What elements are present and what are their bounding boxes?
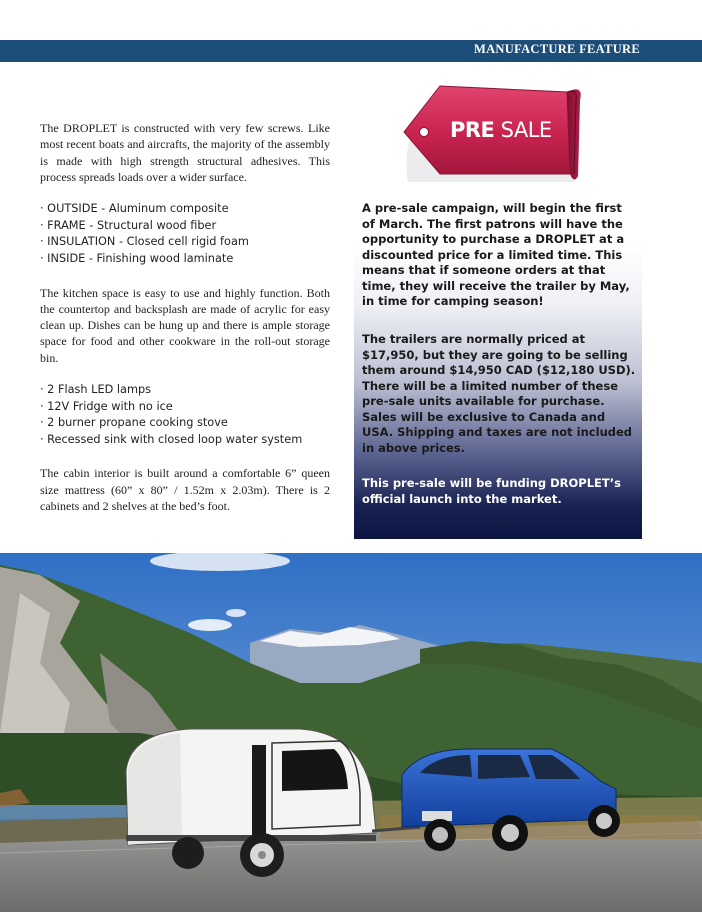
list-item: · Recessed sink with closed loop water system (40, 432, 303, 446)
presale-paragraph-2: The trailers are normally priced at $17,950, but they are going to be selling them around $14,950 CAD ($12,180 USD). There will be a limited number of these pre-sale units available for purchase. Sales will be exclusive to Canada and USA. Shipping and taxes are not included in above prices. (362, 332, 636, 455)
list-item: · 12V Fridge with no ice (40, 399, 173, 413)
list-item: · INSULATION - Closed cell rigid foam (40, 235, 249, 249)
kitchen-paragraph: The kitchen space is easy to use and highly function. Both the countertop and backsplash are made of acrylic for easy clean up. Dishes can be hung up and there is ample storage space for food and other cookware in the roll-out storage bin. (40, 285, 330, 365)
presale-tag-text (450, 118, 552, 142)
presale-paragraph-1: A pre-sale campaign, will begin the first of March. The first patrons will have the opportunity to purchase a DROPLET at a discounted price for a limited time. This means that if someone orders at that time, they will receive the trailer by May, in time for camping season! (362, 201, 630, 308)
section-title: MANUFACTURE FEATURE (474, 42, 640, 56)
presale-word-pre: PRE (450, 118, 495, 142)
list-item: · 2 Flash LED lamps (40, 383, 151, 397)
list-item: · FRAME - Structural wood fiber (40, 218, 217, 232)
kitchen-feature-list (40, 382, 330, 448)
article-left-column (40, 120, 330, 530)
presale-info-box (354, 196, 642, 539)
presale-word-sale: SALE (500, 118, 552, 142)
header-bar (0, 40, 702, 62)
list-item: · OUTSIDE - Aluminum composite (40, 202, 229, 216)
presale-paragraph-3: This pre-sale will be funding DROPLET’s official launch into the market. (362, 476, 621, 506)
droplet-trailer-photo (0, 553, 702, 912)
list-item: · 2 burner propane cooking stove (40, 416, 228, 430)
cabin-paragraph: The cabin interior is built around a comfortable 6” queen size mattress (60” x 80” / 1.52m x 2.03m). There is 2 cabinets and 2 shelves at the bed’s foot. (40, 466, 330, 514)
list-item: · INSIDE - Finishing wood laminate (40, 251, 234, 265)
construction-feature-list (40, 201, 330, 267)
intro-paragraph: The DROPLET is constructed with very few screws. Like most recent boats and aircrafts, the majority of the assembly is made with high strength structural adhesives. This process spreads loads over a wider surface. (40, 121, 330, 184)
